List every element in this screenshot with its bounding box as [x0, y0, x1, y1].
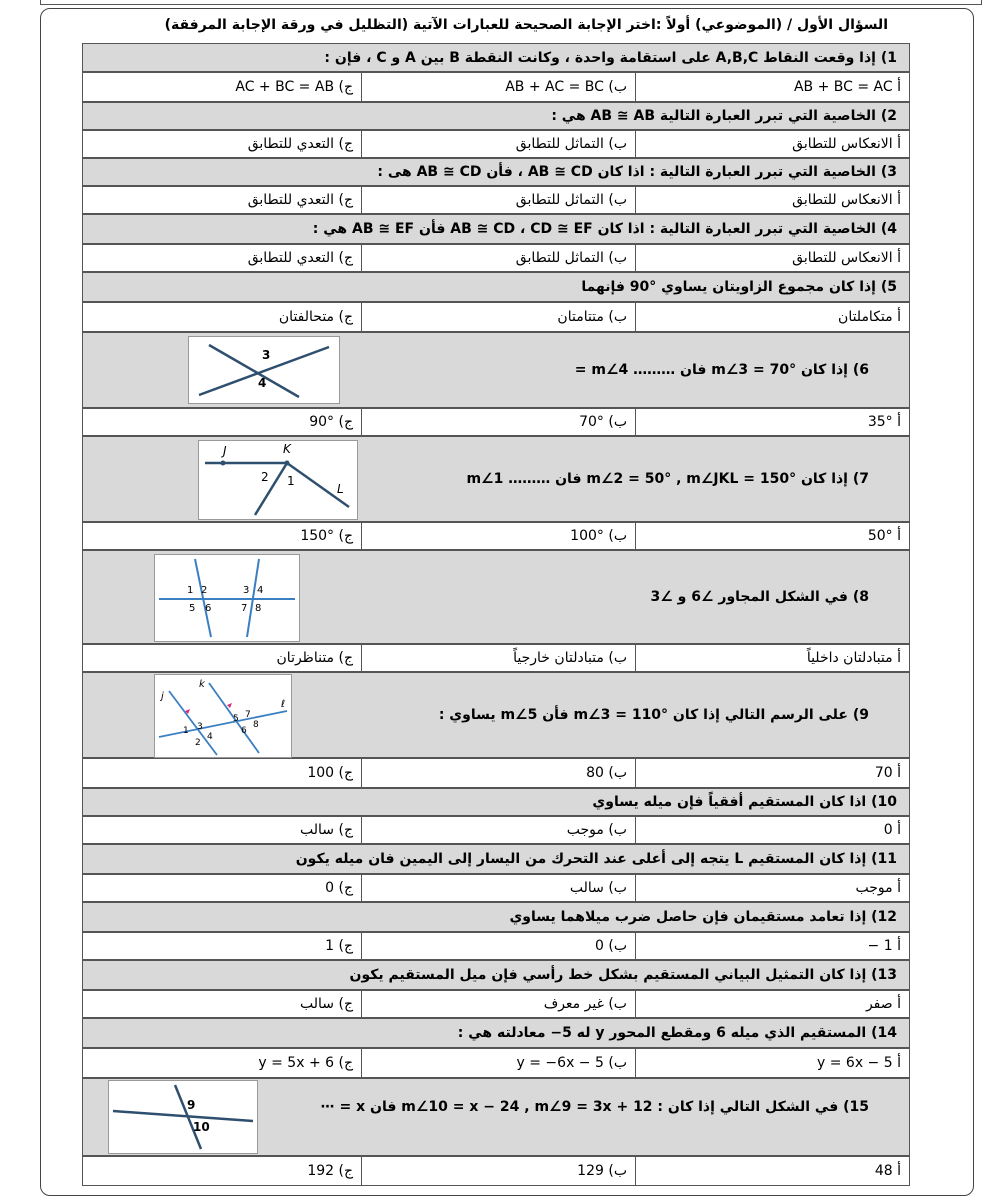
option-label: أ متبادلتان داخلياً — [806, 650, 901, 666]
option-label: أ 0 — [883, 822, 901, 838]
option-label: أ الانعكاس للتطابق — [792, 250, 901, 266]
option-b[interactable] — [361, 523, 635, 549]
option-c[interactable] — [81, 131, 361, 157]
option-label: أ 70 — [874, 765, 901, 781]
option-a[interactable] — [635, 875, 909, 901]
question-13 — [82, 960, 910, 990]
answer-row-6 — [82, 408, 910, 436]
question-1 — [82, 43, 910, 72]
angle-label: 9 — [187, 1098, 196, 1112]
option-label: أ الانعكاس للتطابق — [792, 136, 901, 152]
angle-label: 1 — [287, 474, 295, 488]
option-label: ب) °100 — [570, 528, 627, 544]
angle-label: 3 — [197, 722, 203, 732]
option-label: ج) y = 5x + 6 — [258, 1055, 353, 1071]
figure-q15 — [108, 1080, 258, 1154]
option-label: ج) 100 — [307, 765, 353, 781]
question-3 — [82, 158, 910, 186]
answer-row-2 — [82, 130, 910, 158]
line-label: ℓ — [281, 699, 286, 710]
option-a[interactable] — [635, 645, 909, 671]
figure-q8 — [154, 554, 300, 642]
answer-row-13 — [82, 990, 910, 1018]
answer-row-4 — [82, 244, 910, 272]
question-5 — [82, 272, 910, 302]
option-b[interactable] — [361, 933, 635, 959]
answer-row-3 — [82, 186, 910, 214]
option-label: ب) °70 — [579, 414, 627, 430]
option-label: ب) 80 — [586, 765, 627, 781]
option-label: ج) °90 — [309, 414, 353, 430]
question-10 — [82, 788, 910, 816]
option-label: ج) التعدي للتطابق — [247, 250, 353, 266]
option-label: ج) التعدي للتطابق — [247, 136, 353, 152]
option-b[interactable] — [361, 1049, 635, 1077]
option-a[interactable] — [635, 187, 909, 213]
option-b[interactable] — [361, 817, 635, 843]
option-label: ب) AB + AC = BC — [505, 79, 627, 95]
line-label: k — [199, 679, 205, 690]
angle-label: 5 — [189, 603, 196, 614]
answer-row-1 — [82, 72, 910, 102]
option-a[interactable] — [635, 73, 909, 101]
option-c[interactable] — [81, 187, 361, 213]
option-label: ب) متتامتان — [557, 309, 627, 325]
question-text: 6) إذا كان m∠3 = 70° فان ……… m∠4 = — [574, 362, 869, 378]
option-label: ج) 1 — [325, 938, 353, 954]
question-text: 1) إذا وقعت النقاط A,B,C على استقامة واحدة ، وكانت النقطة B بين A و C ، فإن : — [324, 49, 897, 66]
option-label: ج) AC + BC = AB — [235, 79, 353, 95]
intersecting-lines-figure — [189, 337, 339, 403]
option-label: ج) 192 — [307, 1163, 353, 1179]
option-label: أ الانعكاس للتطابق — [792, 192, 901, 208]
angle-label: 6 — [241, 726, 247, 736]
question-text: 11) إذا كان المستقيم L يتجه إلى أعلى عند التحرك من اليسار إلى اليمين فان ميله يكون — [295, 851, 897, 867]
option-label: ب) متبادلتان خارجياً — [513, 650, 627, 666]
angle-label: 8 — [253, 720, 259, 730]
intersecting-lines-figure — [109, 1081, 257, 1153]
question-text: 8) في الشكل المجاور ∠6 و ∠3 — [650, 589, 869, 605]
transversal-figure — [155, 675, 291, 757]
option-c[interactable] — [81, 409, 361, 435]
question-text: 7) إذا كان m∠2 = 50° , m∠JKL = 150° فان ……… m∠1 — [466, 471, 869, 487]
option-b[interactable] — [361, 1157, 635, 1185]
answer-row-7 — [82, 522, 910, 550]
question-4 — [82, 214, 910, 244]
answer-row-15 — [82, 1156, 910, 1186]
angle-label: 4 — [258, 376, 267, 390]
option-c[interactable] — [81, 523, 361, 549]
option-label: ب) 0 — [594, 938, 627, 954]
option-b[interactable] — [361, 73, 635, 101]
question-text: 14) المستقيم الذي ميله 6 ومقطع المحور y له 5− معادلته هي : — [457, 1025, 897, 1041]
option-c[interactable] — [81, 1049, 361, 1077]
answer-row-10 — [82, 816, 910, 844]
question-text: 3) الخاصية التي تبرر العبارة التالية : اذا كان AB ≅ CD ، فأن AB ≅ CD هى : — [377, 164, 897, 180]
option-b[interactable] — [361, 645, 635, 671]
option-b[interactable] — [361, 759, 635, 787]
point-label: J — [223, 444, 227, 458]
option-label: ج) °150 — [300, 528, 353, 544]
option-label: أ AB + BC = AC — [793, 79, 901, 95]
question-14 — [82, 1018, 910, 1048]
option-label: ج) التعدي للتطابق — [247, 192, 353, 208]
section-title: السؤال الأول / (الموضوعي) أولاً :اختر الإجابة الصحيحة للعبارات الآتية (التظليل في ورقة الإجابة المرفقة) — [164, 17, 888, 33]
option-b[interactable] — [361, 409, 635, 435]
option-b[interactable] — [361, 875, 635, 901]
option-label: أ °50 — [867, 528, 901, 544]
question-text: 2) الخاصية التي تبرر العبارة التالية AB ≅ AB هي : — [551, 108, 897, 124]
answer-row-14 — [82, 1048, 910, 1078]
option-c[interactable] — [81, 645, 361, 671]
option-a[interactable] — [635, 409, 909, 435]
question-text: 12) إذا تعامد مستقيمان فإن حاصل ضرب ميلاهما يساوي — [509, 909, 897, 925]
angle-label: 3 — [262, 348, 271, 362]
option-label: ج) سالب — [300, 996, 353, 1012]
answer-row-11 — [82, 874, 910, 902]
question-text: 10) اذا كان المستقيم أفقياً فإن ميله يساوي — [592, 794, 897, 810]
angle-label: 4 — [257, 585, 264, 596]
angle-label: 4 — [207, 732, 213, 742]
option-a[interactable] — [635, 523, 909, 549]
option-a[interactable] — [635, 1049, 909, 1077]
option-c[interactable] — [81, 991, 361, 1017]
angle-label: 7 — [245, 710, 251, 720]
point-label: K — [283, 442, 291, 456]
angle-label: 5 — [233, 714, 239, 724]
option-label: أ 48 — [874, 1163, 901, 1179]
option-a[interactable] — [635, 759, 909, 787]
option-c[interactable] — [81, 1157, 361, 1185]
answer-row-12 — [82, 932, 910, 960]
option-label: أ متكاملتان — [838, 309, 901, 325]
option-label: أ 1 − — [867, 938, 901, 954]
option-c[interactable] — [81, 933, 361, 959]
option-c[interactable] — [81, 303, 361, 331]
angle-label: 1 — [187, 585, 194, 596]
option-label: ج) سالب — [300, 822, 353, 838]
question-12 — [82, 902, 910, 932]
option-label: ج) متحالفتان — [278, 309, 353, 325]
question-text: 13) إذا كان التمثيل البياني المستقيم بشكل خط رأسي فإن ميل المستقيم يكون — [349, 967, 897, 983]
option-a[interactable] — [635, 131, 909, 157]
figure-q7 — [198, 440, 358, 520]
angle-label: 6 — [205, 603, 212, 614]
option-b[interactable] — [361, 131, 635, 157]
option-label: أ صفر — [865, 996, 901, 1012]
option-c[interactable] — [81, 875, 361, 901]
option-c[interactable] — [81, 245, 361, 271]
figure-q6 — [188, 336, 340, 404]
option-label: ب) سالب — [569, 880, 627, 896]
option-a[interactable] — [635, 991, 909, 1017]
parallel-lines-figure — [155, 555, 299, 641]
point-label: L — [337, 482, 344, 496]
angle-label: 2 — [261, 470, 269, 484]
question-text: 15) في الشكل التالي إذا كان : m∠10 = x − 24 , m∠9 = 3x + 12 فان x = ⋯ — [320, 1099, 869, 1115]
question-text: 5) إذا كان مجموع الزاويتان يساوي °90 فإنهما — [581, 279, 897, 295]
option-label: ب) y = −6x − 5 — [516, 1055, 627, 1071]
option-label: ب) التماثل للتطابق — [515, 250, 627, 266]
option-label: أ °35 — [867, 414, 901, 430]
option-label: ب) 129 — [577, 1163, 627, 1179]
option-label: ج) 0 — [325, 880, 353, 896]
option-c[interactable] — [81, 73, 361, 101]
option-label: أ y = 6x − 5 — [817, 1055, 901, 1071]
option-a[interactable] — [635, 303, 909, 331]
answer-row-8 — [82, 644, 910, 672]
option-b[interactable] — [361, 187, 635, 213]
option-label: أ موجب — [855, 880, 901, 896]
angle-label: 2 — [201, 585, 208, 596]
question-2 — [82, 102, 910, 130]
option-b[interactable] — [361, 245, 635, 271]
figure-q9 — [154, 674, 292, 758]
angle-label: 7 — [241, 603, 248, 614]
option-a[interactable] — [635, 817, 909, 843]
top-page-strip — [40, 0, 982, 5]
option-c[interactable] — [81, 817, 361, 843]
angle-pair-figure — [199, 441, 357, 519]
option-label: ب) غير معرف — [543, 996, 627, 1012]
angle-label: 10 — [193, 1120, 210, 1134]
option-b[interactable] — [361, 303, 635, 331]
answer-row-5 — [82, 302, 910, 332]
angle-label: 1 — [183, 726, 189, 736]
option-a[interactable] — [635, 1157, 909, 1185]
option-label: ب) موجب — [566, 822, 627, 838]
line-label: j — [161, 691, 164, 702]
option-c[interactable] — [81, 759, 361, 787]
angle-label: 3 — [243, 585, 250, 596]
question-text: 4) الخاصية التي تبرر العبارة التالية : اذا كان AB ≅ CD ، CD ≅ EF فأن AB ≅ EF هي : — [312, 221, 897, 237]
option-b[interactable] — [361, 991, 635, 1017]
option-label: ج) متناظرتان — [276, 650, 353, 666]
angle-label: 8 — [255, 603, 262, 614]
option-a[interactable] — [635, 245, 909, 271]
question-11 — [82, 844, 910, 874]
option-label: ب) التماثل للتطابق — [515, 136, 627, 152]
option-a[interactable] — [635, 933, 909, 959]
answer-row-9 — [82, 758, 910, 788]
option-label: ب) التماثل للتطابق — [515, 192, 627, 208]
angle-label: 2 — [195, 738, 201, 748]
question-text: 9) على الرسم التالي إذا كان m∠3 = 110° فأن m∠5 يساوي : — [438, 707, 869, 723]
